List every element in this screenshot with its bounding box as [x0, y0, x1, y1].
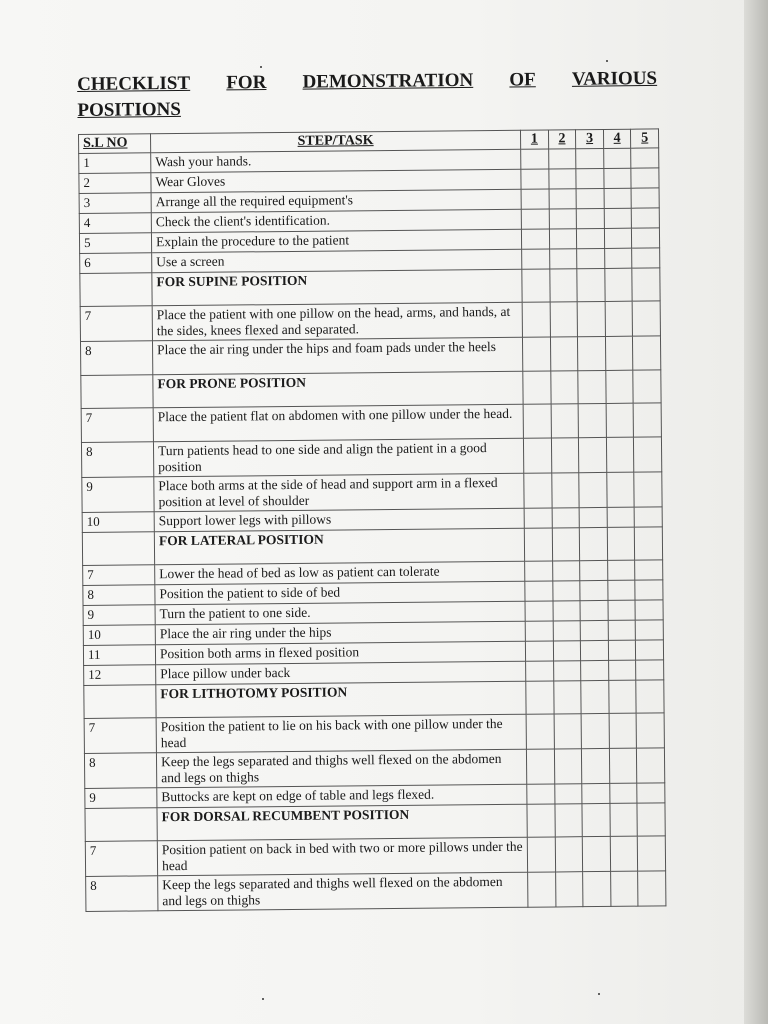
step-text: Place the patient flat on abdomen with one pillow under the head. — [153, 404, 523, 442]
step-number: 7 — [81, 408, 153, 443]
title-word: FOR — [226, 72, 267, 94]
score-cell-1[interactable] — [522, 249, 550, 269]
score-cell-4[interactable] — [610, 871, 638, 906]
score-cell-2[interactable] — [551, 404, 579, 438]
score-cell-4[interactable] — [604, 208, 632, 228]
step-text: Lower the head of bed as low as patient can tolerate — [155, 561, 525, 585]
score-cell-4[interactable] — [605, 336, 633, 370]
score-cell-4[interactable] — [608, 580, 636, 600]
score-cell-2[interactable] — [555, 804, 583, 837]
score-cell-1[interactable] — [525, 581, 553, 601]
table-row — [84, 713, 664, 754]
score-cell-3[interactable] — [580, 560, 608, 580]
step-number: 8 — [84, 753, 156, 789]
score-cell-1[interactable] — [521, 229, 549, 249]
step-text: Place the air ring under the hips — [155, 621, 525, 645]
title-word: CHECKLIST — [77, 72, 191, 95]
step-text: Position patient on back in bed with two or more pillows under the head — [157, 837, 527, 876]
score-cell-3[interactable] — [579, 437, 607, 472]
score-cell-5[interactable] — [636, 713, 664, 748]
step-number — [81, 375, 153, 409]
score-cell-5[interactable] — [632, 248, 660, 268]
title-word: DEMONSTRATION — [302, 69, 474, 93]
speck — [598, 993, 600, 995]
score-cell-1[interactable] — [524, 473, 552, 508]
score-cell-4[interactable] — [606, 403, 634, 437]
score-cell-5[interactable] — [635, 600, 663, 620]
table-row — [81, 403, 661, 443]
score-cell-4[interactable] — [610, 783, 638, 803]
score-cell-5[interactable] — [637, 783, 665, 803]
score-cell-5[interactable] — [634, 437, 662, 472]
score-cell-1[interactable] — [521, 149, 549, 169]
score-cell-2[interactable] — [549, 249, 577, 269]
step-number: 9 — [85, 788, 157, 809]
step-number: 5 — [79, 233, 151, 254]
table-row — [82, 472, 662, 513]
score-cell-2[interactable] — [554, 714, 582, 749]
section-row — [80, 268, 660, 307]
section-heading: FOR SUPINE POSITION — [152, 269, 522, 306]
score-cell-4[interactable] — [607, 472, 635, 507]
score-cell-3[interactable] — [576, 208, 604, 228]
step-number: 9 — [82, 477, 154, 513]
step-number — [84, 685, 156, 719]
table-row — [81, 437, 661, 478]
step-number: 1 — [79, 153, 151, 174]
step-number: 7 — [80, 306, 152, 342]
score-cell-1[interactable] — [526, 681, 554, 714]
score-cell-2[interactable] — [551, 438, 579, 473]
score-cell-2[interactable] — [549, 229, 577, 249]
score-cell-2[interactable] — [553, 621, 581, 641]
score-cell-5[interactable] — [637, 803, 665, 836]
score-cell-2[interactable] — [552, 581, 580, 601]
score-cell-3[interactable] — [577, 301, 605, 336]
score-cell-2[interactable] — [549, 189, 577, 209]
score-cell-4[interactable] — [610, 836, 638, 871]
table-row — [86, 871, 666, 912]
score-cell-1[interactable] — [526, 661, 554, 681]
score-cell-3[interactable] — [581, 660, 609, 680]
score-cell-2[interactable] — [548, 149, 576, 169]
step-number: 8 — [81, 442, 153, 478]
score-cell-3[interactable] — [578, 403, 606, 437]
step-number: 7 — [83, 565, 155, 586]
score-cell-3[interactable] — [582, 748, 610, 783]
step-text: Place pillow under back — [156, 661, 526, 685]
score-cell-5[interactable] — [636, 620, 664, 640]
step-text: Turn the patient to one side. — [155, 601, 525, 625]
score-cell-4[interactable] — [608, 660, 636, 680]
step-number: 2 — [79, 173, 151, 194]
step-number: 8 — [80, 341, 152, 376]
score-cell-5[interactable] — [637, 748, 665, 783]
score-cell-2[interactable] — [548, 169, 576, 189]
table-row — [80, 336, 660, 376]
step-text: Check the client's identification. — [151, 209, 521, 233]
step-number: 10 — [82, 512, 154, 533]
header-sl-no: S.L NO — [79, 134, 151, 154]
score-cell-2[interactable] — [555, 872, 583, 907]
score-cell-3[interactable] — [583, 871, 611, 906]
step-text: Place the air ring under the hips and foam pads under the heels — [152, 337, 522, 375]
step-text: Place the patient with one pillow on the head, arms, and hands, at the sides, knees flexed and separated. — [152, 302, 522, 341]
table-body — [79, 148, 666, 912]
step-number: 8 — [86, 876, 158, 912]
step-number: 10 — [83, 625, 155, 646]
score-cell-5[interactable] — [632, 208, 660, 228]
header-col-3: 3 — [576, 129, 604, 148]
score-cell-3[interactable] — [579, 472, 607, 507]
step-number: 12 — [84, 665, 156, 686]
score-cell-5[interactable] — [631, 188, 659, 208]
score-cell-5[interactable] — [636, 640, 664, 660]
score-cell-3[interactable] — [577, 268, 605, 301]
step-text: Arrange all the required equipment's — [151, 189, 521, 213]
score-cell-4[interactable] — [605, 301, 633, 336]
score-cell-3[interactable] — [582, 783, 610, 803]
score-cell-2[interactable] — [555, 837, 583, 872]
header-step-task: STEP/TASK — [151, 130, 521, 153]
header-col-2: 2 — [548, 130, 576, 149]
score-cell-3[interactable] — [581, 640, 609, 660]
score-cell-2[interactable] — [553, 681, 581, 714]
title-word: OF — [509, 69, 536, 91]
score-cell-5[interactable] — [633, 336, 661, 370]
score-cell-4[interactable] — [609, 713, 637, 748]
score-cell-1[interactable] — [522, 337, 550, 371]
speck — [260, 66, 262, 68]
score-cell-5[interactable] — [636, 680, 664, 713]
score-cell-4[interactable] — [610, 803, 638, 836]
score-cell-5[interactable] — [631, 168, 659, 188]
score-cell-1[interactable] — [524, 508, 552, 528]
score-cell-1[interactable] — [523, 371, 551, 404]
score-cell-4[interactable] — [604, 228, 632, 248]
score-cell-2[interactable] — [553, 601, 581, 621]
step-number: 8 — [83, 585, 155, 606]
score-cell-1[interactable] — [525, 621, 553, 641]
step-text: Keep the legs separated and thighs well flexed on the abdomen and legs on thighs — [158, 872, 528, 911]
section-row — [84, 680, 664, 719]
score-cell-3[interactable] — [576, 148, 604, 168]
score-cell-5[interactable] — [638, 836, 666, 871]
step-text: Keep the legs separated and thighs well flexed on the abdomen and legs on thighs — [156, 749, 526, 788]
step-text: Position the patient to lie on his back with one pillow under the head — [156, 714, 526, 753]
step-text: Explain the procedure to the patient — [151, 229, 521, 253]
score-cell-5[interactable] — [633, 301, 661, 336]
step-number: 9 — [83, 605, 155, 626]
step-number: 6 — [80, 253, 152, 274]
speck — [262, 998, 264, 1000]
score-cell-5[interactable] — [631, 148, 659, 168]
step-text: Place both arms at the side of head and support arm in a flexed position at level of shoulder — [154, 473, 524, 512]
step-number: 11 — [83, 645, 155, 666]
section-row — [81, 370, 661, 409]
score-cell-5[interactable] — [635, 580, 663, 600]
score-cell-1[interactable] — [527, 837, 555, 872]
checklist-table — [78, 128, 666, 912]
score-cell-5[interactable] — [633, 403, 661, 437]
score-cell-5[interactable] — [634, 507, 662, 527]
score-cell-5[interactable] — [632, 228, 660, 248]
score-cell-5[interactable] — [635, 560, 663, 580]
step-number: 4 — [79, 213, 151, 234]
score-cell-1[interactable] — [522, 269, 550, 302]
score-cell-1[interactable] — [521, 189, 549, 209]
score-cell-4[interactable] — [605, 268, 633, 301]
score-cell-2[interactable] — [554, 784, 582, 804]
score-cell-2[interactable] — [550, 302, 578, 337]
score-cell-4[interactable] — [609, 748, 637, 783]
header-col-4: 4 — [603, 129, 631, 148]
step-text: Position the patient to side of bed — [155, 581, 525, 605]
score-cell-5[interactable] — [634, 472, 662, 507]
score-cell-3[interactable] — [579, 507, 607, 527]
score-cell-1[interactable] — [525, 561, 553, 581]
score-cell-2[interactable] — [550, 371, 578, 404]
score-cell-4[interactable] — [609, 680, 637, 713]
score-cell-4[interactable] — [606, 370, 634, 403]
step-text: Position both arms in flexed position — [155, 641, 525, 665]
step-number: 7 — [84, 718, 156, 754]
score-cell-3[interactable] — [576, 188, 604, 208]
score-cell-3[interactable] — [582, 803, 610, 836]
score-cell-1[interactable] — [524, 528, 552, 561]
step-number — [85, 808, 157, 842]
score-cell-3[interactable] — [580, 580, 608, 600]
page-edge-shadow — [744, 0, 768, 1024]
step-text: Turn patients head to one side and align the patient in a good position — [153, 438, 523, 477]
score-cell-5[interactable] — [633, 370, 661, 403]
step-text: Use a screen — [152, 249, 522, 273]
section-row — [85, 803, 665, 842]
step-number — [82, 532, 154, 566]
score-cell-3[interactable] — [579, 527, 607, 560]
score-cell-3[interactable] — [582, 836, 610, 871]
score-cell-1[interactable] — [521, 169, 549, 189]
score-cell-3[interactable] — [577, 248, 605, 268]
score-cell-5[interactable] — [636, 660, 664, 680]
step-text: Buttocks are kept on edge of table and legs flexed. — [157, 784, 527, 808]
section-heading: FOR LITHOTOMY POSITION — [156, 681, 526, 718]
title-line-2: POSITIONS — [77, 98, 181, 121]
score-cell-4[interactable] — [608, 640, 636, 660]
score-cell-3[interactable] — [578, 370, 606, 403]
header-col-5: 5 — [631, 129, 659, 148]
score-cell-5[interactable] — [638, 871, 666, 906]
score-cell-1[interactable] — [528, 872, 556, 907]
score-cell-1[interactable] — [526, 714, 554, 749]
score-cell-2[interactable] — [550, 337, 578, 371]
score-cell-3[interactable] — [577, 228, 605, 248]
table-row — [84, 748, 664, 789]
score-cell-2[interactable] — [552, 561, 580, 581]
score-cell-3[interactable] — [580, 620, 608, 640]
section-heading: FOR PRONE POSITION — [153, 371, 523, 408]
step-text: Support lower legs with pillows — [154, 508, 524, 532]
score-cell-2[interactable] — [549, 209, 577, 229]
document-title — [77, 66, 658, 124]
title-word: VARIOUS — [571, 67, 658, 90]
score-cell-2[interactable] — [552, 508, 580, 528]
score-cell-4[interactable] — [607, 507, 635, 527]
score-cell-1[interactable] — [521, 209, 549, 229]
table-row — [85, 836, 665, 877]
score-cell-5[interactable] — [635, 527, 663, 560]
section-row — [82, 527, 662, 566]
score-cell-1[interactable] — [527, 804, 555, 837]
score-cell-2[interactable] — [554, 749, 582, 784]
score-cell-3[interactable] — [576, 168, 604, 188]
section-heading: FOR DORSAL RECUMBENT POSITION — [157, 804, 527, 841]
score-cell-1[interactable] — [525, 641, 553, 661]
checklist-sheet — [78, 128, 665, 912]
step-number: 7 — [85, 841, 157, 877]
score-cell-4[interactable] — [604, 168, 632, 188]
score-cell-5[interactable] — [632, 268, 660, 301]
score-cell-4[interactable] — [608, 600, 636, 620]
score-cell-1[interactable] — [523, 438, 551, 473]
score-cell-4[interactable] — [603, 148, 631, 168]
score-cell-4[interactable] — [604, 248, 632, 268]
step-text: Wash your hands. — [151, 149, 521, 173]
score-cell-4[interactable] — [608, 620, 636, 640]
score-cell-4[interactable] — [607, 560, 635, 580]
score-cell-1[interactable] — [522, 302, 550, 337]
score-cell-4[interactable] — [606, 437, 634, 472]
header-col-1: 1 — [520, 130, 548, 149]
step-text: Wear Gloves — [151, 169, 521, 193]
score-cell-2[interactable] — [553, 641, 581, 661]
section-heading: FOR LATERAL POSITION — [154, 528, 524, 565]
score-cell-1[interactable] — [527, 784, 555, 804]
table-row — [80, 301, 660, 342]
score-cell-1[interactable] — [526, 749, 554, 784]
score-cell-4[interactable] — [604, 188, 632, 208]
score-cell-3[interactable] — [578, 336, 606, 370]
score-cell-3[interactable] — [581, 680, 609, 713]
score-cell-2[interactable] — [553, 661, 581, 681]
score-cell-3[interactable] — [581, 713, 609, 748]
score-cell-2[interactable] — [552, 528, 580, 561]
score-cell-2[interactable] — [551, 473, 579, 508]
score-cell-3[interactable] — [580, 600, 608, 620]
score-cell-1[interactable] — [525, 601, 553, 621]
step-number — [80, 273, 152, 307]
score-cell-1[interactable] — [523, 404, 551, 438]
score-cell-2[interactable] — [549, 269, 577, 302]
score-cell-4[interactable] — [607, 527, 635, 560]
speck — [606, 60, 608, 62]
step-number: 3 — [79, 193, 151, 214]
